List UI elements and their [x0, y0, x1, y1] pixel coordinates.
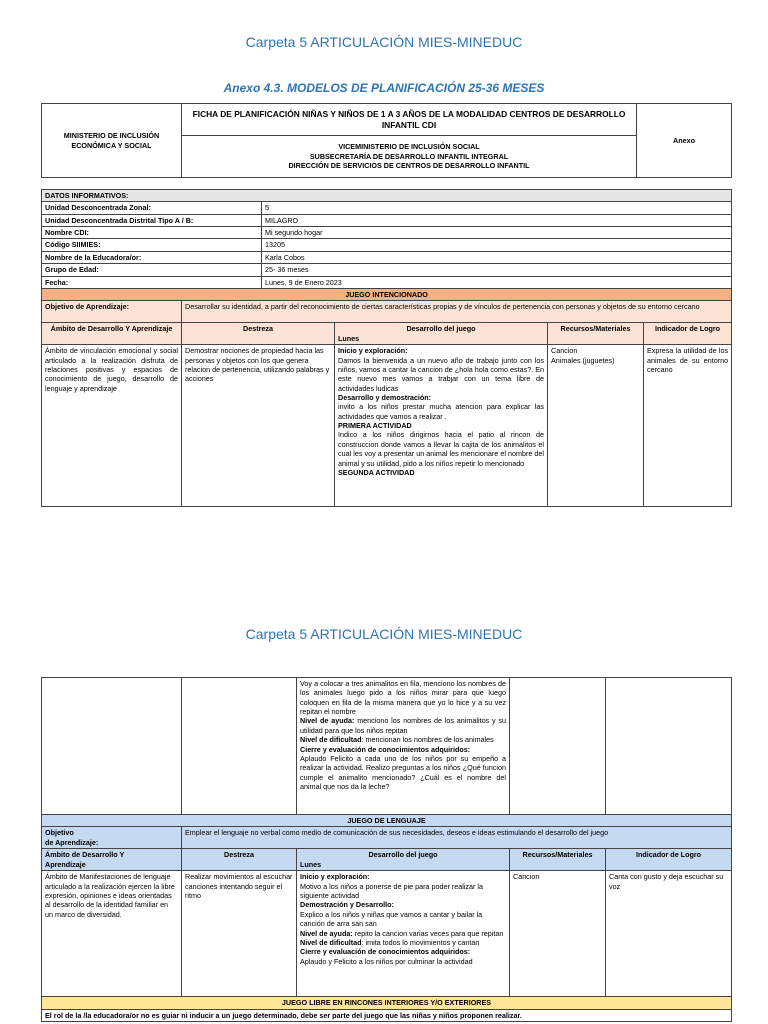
juego-libre-heading: JUEGO LIBRE EN RINCONES INTERIORES Y/O EXTERIORES	[42, 997, 732, 1009]
ambito-cell: Ámbito de vinculación emocional y social articulado a la realización disfruta de relaciones positivas y espacios de conocimiento de juego, desarrollo de lenguaje y aprendizaje	[42, 345, 182, 507]
datos-value: MILAGRO	[262, 214, 732, 226]
datos-table	[41, 189, 732, 507]
col-lunes-label: Lunes	[338, 333, 360, 343]
ayuda-line	[300, 716, 506, 735]
col-indicador: Indicador de Logro	[644, 323, 732, 345]
dificultad-text-2: : imita todos lo movimientos y cantan	[361, 937, 480, 947]
col-desarrollo-label: Desarrollo del juego	[406, 324, 476, 334]
inicio-label-2: Inicio y exploración:	[300, 872, 370, 882]
empty-indicador-cell	[606, 678, 732, 815]
desarrollo-cell-2	[297, 871, 510, 997]
continuation-table	[41, 677, 732, 1022]
empty-destreza-cell	[182, 678, 297, 815]
col-recursos: Recursos/Materiales	[548, 323, 644, 345]
inicio-label: Inicio y exploración:	[338, 346, 408, 356]
juego-intencionado-heading: JUEGO INTENCIONADO	[42, 288, 732, 300]
continuation-desarrollo-cell	[297, 678, 510, 815]
datos-label: Fecha:	[42, 276, 262, 288]
recursos-cell-2: Cancion	[510, 871, 606, 997]
datos-value: 13205	[262, 239, 732, 251]
continuation-text: Voy a colocar a tres animalitos en fila, menciono los nombres de los animales luego pido a los niños mirar para que luego coloquen en fila de la misma manera que yo lo hice y a su vez repitan el nombre	[300, 679, 506, 717]
indicador-cell-2: Canta con gusto y deja escuchar su voz	[606, 871, 732, 997]
annex-subtitle: Anexo 4.3. MODELOS DE PLANIFICACIÓN 25-36 MESES	[223, 81, 545, 95]
ayuda-text: menciono los nombres de los animalitos y su utilidad para que los niños repitan	[300, 716, 506, 735]
juego-lenguaje-heading: JUEGO DE LENGUAJE	[42, 815, 732, 827]
demo-label: Desarrollo y demostración:	[338, 393, 432, 403]
ayuda-label: Nivel de ayuda:	[300, 716, 355, 726]
cierre-label: Cierre y evaluación de conocimientos adquiridos:	[300, 744, 471, 754]
page-title: Carpeta 5 ARTICULACIÓN MIES-MINEDUC	[245, 34, 523, 50]
datos-label: Unidad Desconcentrada Distrital Tipo A / B:	[42, 214, 262, 226]
indicador-cell: Expresa la utilidad de los animales de su entorno cercano	[644, 345, 732, 507]
objetivo-label-2: Objetivo de Aprendizaje:	[42, 827, 182, 849]
dificultad-text: : mencionan los nombres de los animales	[361, 735, 494, 745]
primera-actividad-text: Indico a los niños dirigirnos hacia el patio al rincon de construccion donde vamos a llevar la cajita de los animalitos el cual les voy a presentar un animal les mencionare el nombre del animal y su utilidad, pido a los niños repetir lo mencionado	[338, 430, 544, 468]
demo-text: invito a los niños prestar mucha atencion para explicar las actividades que vamos a realizar .	[338, 402, 544, 421]
datos-label: Grupo de Edad:	[42, 264, 262, 276]
direccion-label: DIRECCIÓN DE SERVICIOS DE CENTROS DE DESARROLLO INFANTIL	[288, 161, 530, 171]
subsec-label: SUBSECRETARÍA DE DESARROLLO INFANTIL INTEGRAL	[309, 151, 509, 161]
ayuda-label-2: Nivel de ayuda:	[300, 928, 353, 938]
primera-actividad-label: PRIMERA ACTIVIDAD	[338, 421, 412, 431]
datos-label: Nombre CDI:	[42, 227, 262, 239]
destreza-cell-2: Realizar movimientos al escuchar canciones intentando seguir el ritmo	[182, 871, 297, 997]
datos-label: Código SIIMIES:	[42, 239, 262, 251]
datos-value: 25- 36 meses	[262, 264, 732, 276]
col-desarrollo-2	[297, 849, 510, 871]
cierre-label-2: Cierre y evaluación de conocimientos adquiridos:	[300, 947, 471, 957]
datos-value: Lunes, 9 de Enero 2023	[262, 276, 732, 288]
col-destreza: Destreza	[182, 323, 335, 345]
header-offices	[182, 136, 637, 178]
datos-value: 5	[262, 202, 732, 214]
datos-heading: DATOS INFORMATIVOS:	[42, 190, 732, 202]
page-title-2: Carpeta 5 ARTICULACIÓN MIES-MINEDUC	[245, 626, 523, 642]
segunda-actividad-label: SEGUNDA ACTIVIDAD	[338, 467, 415, 477]
vice-label: VICEMINISTERIO DE INCLUSIÓN SOCIAL	[338, 142, 480, 152]
datos-value: Mi segundo hogar	[262, 227, 732, 239]
desarrollo-cell	[335, 345, 548, 507]
col-ambito: Ámbito de Desarrollo Y Aprendizaje	[42, 323, 182, 345]
inicio-text-2: Motivo a los niños a ponerse de pie para poder realizar la siguiente actividad	[300, 881, 483, 901]
datos-label: Nombre de la Educadora/or:	[42, 251, 262, 263]
ayuda-text-2: repito la cancion varias veces para que repitan	[352, 928, 504, 938]
demo-text-2: Explico a los niños y niñas que vamos a cantar y bailar la canción de arra san san	[300, 909, 483, 929]
col-recursos-2: Recursos/Materiales	[510, 849, 606, 871]
col-desarrollo	[335, 323, 548, 345]
inicio-text: Damos la bienvenida a un nuevo año de trabajo junto con los niños, vamos a cantar la cancion de ¿hola hola como estas?. En este nuevo mes vamos a trabjar con un tema libre de actividades ludicas	[338, 355, 544, 393]
col-ambito-2: Ámbito de Desarrollo Y Aprendizaje	[42, 849, 182, 871]
cierre-text-2: Aplaudo y Felicito a los niños por culminar la actividad	[300, 956, 473, 966]
datos-label: Unidad Desconcentrada Zonal:	[42, 202, 262, 214]
dificultad-line-2	[300, 938, 506, 947]
ficha-title: FICHA DE PLANIFICACIÓN NIÑAS Y NIÑOS DE 1 A 3 AÑOS DE LA MODALIDAD CENTROS DE DESARROLLO INFANTIL CDI	[182, 104, 637, 136]
ministry-name: MINISTERIO DE INCLUSIÓN ECONÓMICA Y SOCIAL	[42, 104, 182, 178]
dificultad-line	[300, 735, 506, 744]
rol-text: El rol de la /la educadora/or no es guiar ni inducir a un juego determinado, debe ser parte del juego que las niñas y niños proponen realizar.	[42, 1009, 732, 1021]
cierre-text: Aplaudo Felicito a cada uno de los niños por su empeño a realizar la actividad. Realizo preguntas a los niños ¿Qué funcion cumple el animalito mencionado? ¿Cuál es el nombre del animal que nos da la leche?	[300, 753, 506, 791]
empty-recursos-cell	[510, 678, 606, 815]
dificultad-label-2: Nivel de dificultad	[300, 937, 362, 947]
ambito-cell-2: Ámbito de Manifestaciones de lenguaje articulado a la realización ejercen la libre expresión, opiniones e ideas orientadas al desarrollo de la identidad familiar en un marco de diversidad.	[42, 871, 182, 997]
dificultad-label: Nivel de dificultad	[300, 735, 362, 745]
col-desarrollo-label-2: Desarrollo del juego	[368, 850, 438, 860]
ayuda-line-2	[300, 929, 506, 938]
demo-label-2: Demostración y Desarrollo:	[300, 900, 394, 910]
header-table	[41, 103, 732, 178]
objetivo-label: Objetivo de Aprendizaje:	[42, 301, 182, 323]
col-lunes-label-2: Lunes	[300, 859, 322, 869]
col-destreza-2: Destreza	[182, 849, 297, 871]
empty-ambito-cell	[42, 678, 182, 815]
col-indicador-2: Indicador de Logro	[606, 849, 732, 871]
datos-value: Karla Cobos	[262, 251, 732, 263]
objetivo-text-2: Emplear el lenguaje no verbal como medio de comunicación de sus necesidades, deseos e ideas estimulando el desarrollo del juego	[182, 827, 732, 849]
destreza-cell: Demostrar nociones de propiedad hacia las personas y objetos con los que genera relacion de pertenencia, utilizando palabras y acciones	[182, 345, 335, 507]
objetivo-text: Desarrollar su identidad, a partir del reconocimiento de ciertas características propias y de vínculos de pertenencia con personas y objetos de su entorno cercano	[182, 301, 732, 323]
anexo-label: Anexo	[637, 104, 732, 178]
recursos-cell: Cancion Animales (juguetes)	[548, 345, 644, 507]
